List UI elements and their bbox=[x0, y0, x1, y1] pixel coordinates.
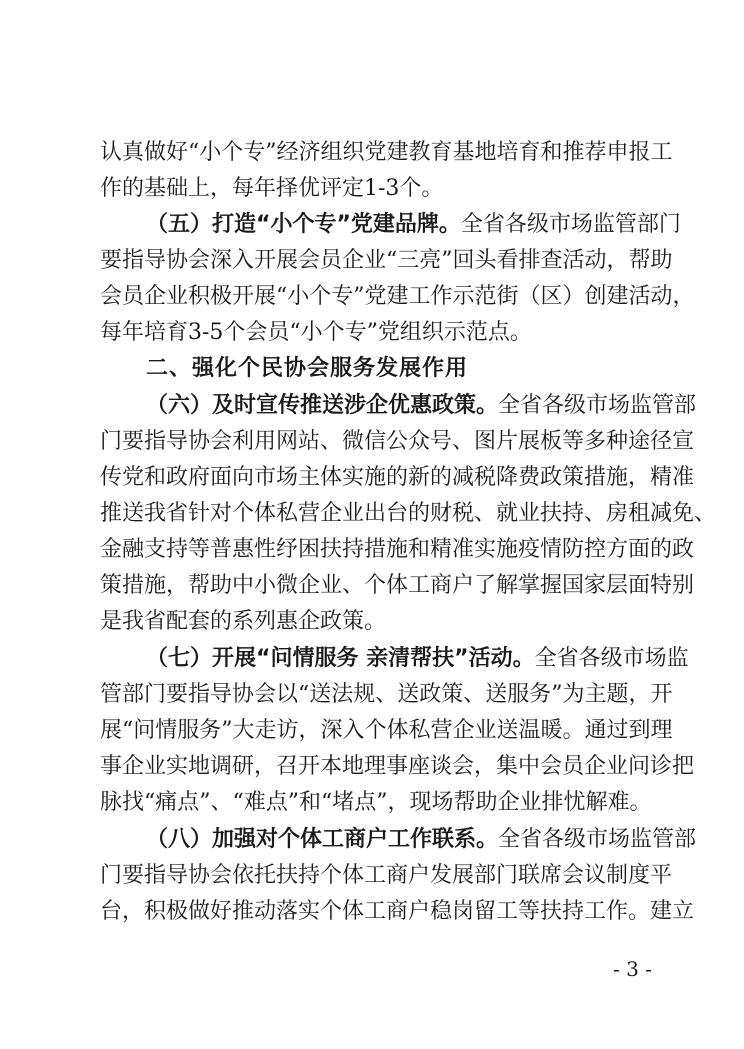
paragraph-line: 脉找“痛点”、“难点”和“堵点”，现场帮助企业排忧解难。 bbox=[100, 790, 652, 815]
paragraph-line: 要指导协会深入开展会员企业“三亮”回头看排查活动，帮助 bbox=[100, 248, 673, 273]
item-heading: （五）打造“小个专”党建品牌。 bbox=[146, 212, 461, 237]
paragraph-line: 会员企业积极开展“小个专”党建工作示范街（区）创建活动， bbox=[100, 284, 695, 309]
paragraph-line: 推送我省针对个体私营企业出台的财税、就业扶持、房租减免、 bbox=[100, 501, 717, 526]
section-heading: 二、强化个民协会服务发展作用 bbox=[146, 356, 469, 381]
paragraph-line: 管部门要指导协会以“送法规、送政策、送服务”为主题，开 bbox=[100, 682, 673, 707]
paragraph-line: 金融支持等普惠性纾困扶持措施和精准实施疫情防控方面的政 bbox=[100, 537, 695, 562]
item-heading: （七）开展“问情服务 亲清帮扶”活动。 bbox=[146, 646, 535, 671]
item-text: 全省各级市场监管部 bbox=[498, 827, 697, 852]
paragraph-line: 事企业实地调研，召开本地理事座谈会，集中会员企业问诊把 bbox=[100, 754, 695, 779]
item-text: 全省各级市场监 bbox=[534, 646, 689, 671]
item-heading: （六）及时宣传推送涉企优惠政策。 bbox=[146, 393, 499, 418]
page-number: - 3 - bbox=[613, 957, 652, 981]
paragraph-first-line bbox=[146, 391, 697, 421]
paragraph-line: 门要指导协会利用网站、微信公众号、图片展板等多种途径宣 bbox=[100, 429, 695, 454]
paragraph-line: 展“问情服务”大走访，深入个体私营企业送温暖。通过到理 bbox=[100, 718, 673, 743]
paragraph-line: 传党和政府面向市场主体实施的新的减税降费政策措施，精准 bbox=[100, 465, 695, 490]
item-text: 全省各级市场监管部 bbox=[498, 393, 697, 418]
item-text: 全省各级市场监管部门 bbox=[460, 212, 681, 237]
paragraph-line: 台，积极做好推动落实个体工商户稳岗留工等扶持工作。建立 bbox=[100, 899, 695, 924]
paragraph-first-line bbox=[146, 210, 681, 240]
paragraph-line: 每年培育3-5个会员“小个专”党组织示范点。 bbox=[100, 320, 532, 345]
paragraph-line: 作的基础上，每年择优评定1-3个。 bbox=[100, 176, 444, 201]
paragraph-line: 是我省配套的系列惠企政策。 bbox=[100, 609, 387, 634]
paragraph-line: 门要指导协会依托扶持个体工商户发展部门联席会议制度平 bbox=[100, 863, 673, 888]
item-heading: （八）加强对个体工商户工作联系。 bbox=[146, 827, 499, 852]
paragraph-first-line bbox=[146, 644, 689, 674]
paragraph-first-line bbox=[146, 825, 697, 855]
paragraph-line: 认真做好“小个专”经济组织党建教育基地培育和推荐申报工 bbox=[100, 140, 673, 165]
paragraph-line: 策措施，帮助中小微企业、个体工商户了解掌握国家层面特别 bbox=[100, 573, 695, 598]
